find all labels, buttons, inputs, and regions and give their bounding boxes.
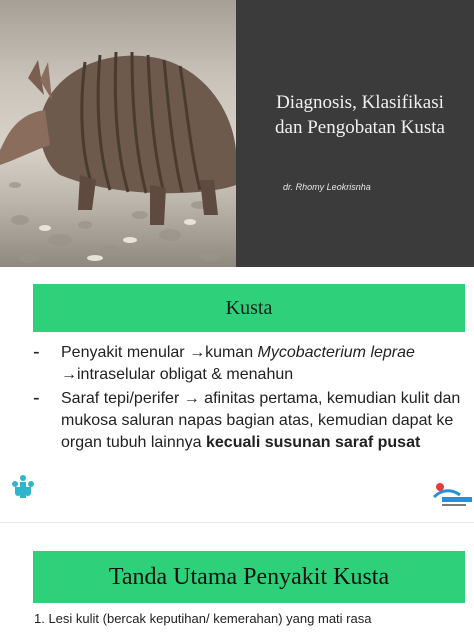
bullet-list — [33, 342, 463, 456]
bullet-text: Saraf tepi/perifer → afinitas pertama, kemudian kulit dan mukosa saluran napas bagian atas, kemudian dapat ke organ tubuh lainnya — [61, 390, 461, 451]
bullet-text: →intraselular obligat & menahun — [61, 366, 294, 383]
banner-title: Tanda Utama Penyakit Kusta — [108, 563, 390, 590]
title-line-2: dan Pengobatan Kusta — [275, 117, 445, 138]
title-slide — [0, 0, 474, 267]
armadillo-illustration — [0, 0, 236, 267]
bullet-bold-term: kecuali susunan saraf pusat — [206, 434, 421, 451]
presentation-title — [250, 90, 470, 140]
kemenkes-logo — [8, 472, 38, 516]
armadillo-photo — [0, 0, 236, 267]
germas-logo — [432, 479, 474, 509]
bullet-item — [33, 388, 463, 454]
slide-banner — [33, 551, 465, 603]
list-item: 1. Lesi kulit (bercak keputihan/ kemerahan) yang mati rasa — [34, 611, 372, 626]
bullet-text: Penyakit menular →kuman — [61, 344, 258, 361]
slide-banner — [33, 284, 465, 332]
tanda-utama-slide — [0, 522, 474, 633]
title-line-1: Diagnosis, Klasifikasi — [276, 92, 444, 113]
bullet-italic-term: Mycobacterium leprae — [257, 344, 415, 361]
bullet-item — [33, 342, 463, 386]
banner-title: Kusta — [225, 296, 273, 319]
bullet-dash: - — [33, 341, 40, 363]
author-name: dr. Rhomy Leokrisnha — [283, 182, 371, 192]
bullet-dash: - — [33, 387, 40, 409]
kusta-slide — [0, 267, 474, 522]
